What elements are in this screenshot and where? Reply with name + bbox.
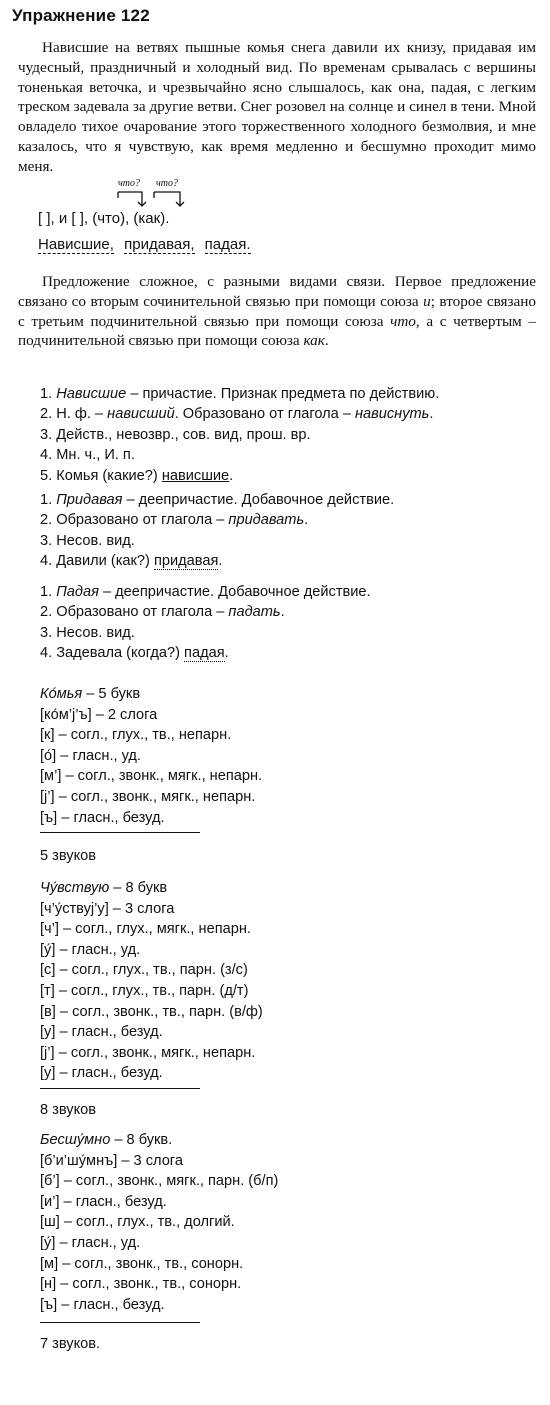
phonetic-analysis-2 [40,878,263,1084]
list-item: 1. Падая – деепричастие. Добавочное действие. [40,584,371,600]
analysis-text-4: . [324,332,329,350]
list-item: 1. Нависшие – причастие. Признак предмета по действию. [40,386,440,402]
scheme-word-2: придавая, [124,236,195,253]
sound-count: 7 звуков. [40,1336,101,1352]
exercise-title: Упражнение 122 [12,6,150,25]
list-item: 3. Действ., невозвр., сов. вид, прош. вр. [40,426,311,443]
list-item: 1. Придавая – деепричастие. Добавочное действие. [40,492,395,508]
phonetic-line: [у] – гласн., безуд. [40,1065,163,1082]
list-item: 5. Комья (какие?) нависшие. [40,467,234,484]
sentence-scheme [38,176,298,266]
analysis-text-2: ; второе связано с третьим подчинительной связью при помощи союза [18,292,536,330]
list-item: 2. Образовано от глагола – падать. [40,604,285,621]
scheme-word-3: падая. [204,236,251,253]
divider [40,1322,200,1323]
question-label-2: что? [156,178,178,189]
list-item: 3. Несов. вид. [40,624,135,641]
phonetic-analysis-3 [40,1130,278,1315]
analysis-conj-1: и [423,292,431,310]
list-item: 2. Образовано от глагола – придавать. [40,512,309,529]
analysis-conj-3: как [303,332,325,350]
analysis-text-1: Предложение сложное, с разными видами связи. Первое предложение связано со вторым сочинительной связью при помощи союза [18,273,536,310]
phonetic-analysis-1 [40,684,262,828]
phonetic-line: [ъ] – гласн., безуд. [40,1296,165,1313]
list-item: 4. Мн. ч., И. п. [40,447,135,464]
phonetic-line: [ш] – согл., глух., тв., долгий. [40,1214,235,1231]
phonetic-line: [у́] – гласн., уд. [40,1234,141,1251]
question-label-1: что? [118,178,140,189]
phonetic-line: [с] – согл., глух., тв., парн. (з/с) [40,962,248,979]
phonetic-line: [ко́м’j’ъ] – 2 слога [40,706,158,723]
phonetic-heading: Ко́мья – 5 букв [40,686,141,702]
analysis-paragraph [18,272,536,351]
phonetic-line: [м’] – согл., звонк., мягк., непарн. [40,768,263,785]
scheme-words [38,236,257,253]
list-item: 4. Задевала (когда?) падая. [40,645,229,662]
scheme-formula: [ ], и [ ], (что), (как). [38,210,170,227]
analysis-text-3: , а с четвертым – подчинительной связью при помощи союза [18,312,536,350]
phonetic-line: [о́] – гласн., уд. [40,747,141,764]
phonetic-line: [м] – согл., звонк., тв., сонорн. [40,1255,244,1272]
exercise-text: Нависшие на ветвях пышные комья снега давили их книзу, придавая им чудесный, праздничный и холодный вид. По временам срывалась с вершины тоненькая веточка, и чрезвычайно ясно слышалось, как она, падая, с легким треском задевала за другие ветви. Снег розовел на солнце и синел в тени. Мной овладело тихое очарование этого торжественного холодного безмолвия, и мне казалось, что я чувствую, как время медленно и бесшумно проходит мимо меня. [18,39,536,175]
phonetic-line: [к] – согл., глух., тв., непарн. [40,727,232,744]
phonetic-line: [б’и’шу́мнъ] – 3 слога [40,1152,183,1169]
divider [40,1088,200,1089]
gerund-analysis-1 [40,490,394,572]
gerund-analysis-2 [40,582,371,664]
phonetic-line: [ъ] – гласн., безуд. [40,809,165,826]
list-item: 3. Несов. вид. [40,532,135,549]
list-item: 4. Давили (как?) придавая. [40,553,223,570]
scheme-arrows [38,188,238,210]
phonetic-line: [и’] – гласн., безуд. [40,1193,167,1210]
phonetic-heading: Чу́вствую – 8 букв [40,880,168,896]
phonetic-line: [j’] – согл., звонк., мягк., непарн. [40,1044,256,1061]
sound-count: 5 звуков [40,848,97,864]
phonetic-line: [у́] – гласн., уд. [40,941,141,958]
phonetic-line: [б’] – согл., звонк., мягк., парн. (б/п) [40,1173,279,1190]
list-item: 2. Н. ф. – нависший. Образовано от глагола – нависнуть. [40,406,434,423]
phonetic-line: [j’] – согл., звонк., мягк., непарн. [40,788,256,805]
sound-count: 8 звуков [40,1102,97,1118]
phonetic-heading: Бесшу́мно – 8 букв. [40,1132,173,1148]
phonetic-line: [т] – согл., глух., тв., парн. (д/т) [40,982,249,999]
divider [40,832,200,833]
phonetic-line: [у] – гласн., безуд. [40,1024,163,1041]
analysis-conj-2: что [390,312,416,330]
phonetic-line: [ч’] – согл., глух., мягк., непарн. [40,921,251,938]
scheme-word-1: Нависшие, [38,236,114,253]
phonetic-line: [ч’у́ствуj’у] – 3 слога [40,900,175,917]
phonetic-line: [в] – согл., звонк., тв., парн. (в/ф) [40,1003,263,1020]
participle-analysis [40,384,439,486]
phonetic-line: [н] – согл., звонк., тв., сонорн. [40,1276,242,1293]
